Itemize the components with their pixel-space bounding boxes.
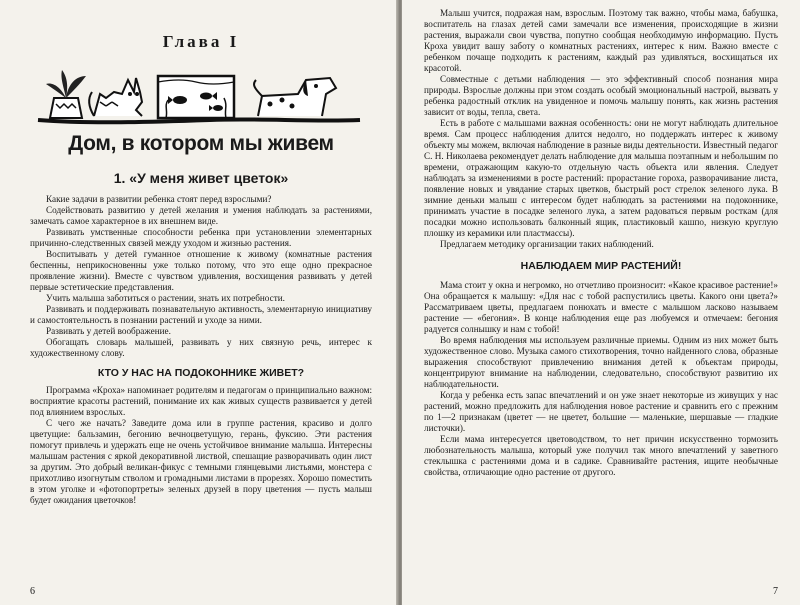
paragraph: Во время наблюдения мы используем различные приемы. Одним из них может быть художественное слово. Музыка самого стихотворения, точно найденного слова, образные выражения способствуют привлечению внимания детей к объектам природы, концентрируют внимание на наблюдении, следовательно, способствуют развитию их наблюдательности. [424, 335, 778, 389]
section-heading-3: НАБЛЮДАЕМ МИР РАСТЕНИЙ! [520, 260, 682, 272]
chapter-heading: Глава I [162, 32, 240, 51]
potted-plant-icon [46, 70, 86, 118]
paragraph: Мама стоит у окна и негромко, но отчетливо произносит: «Какое красивое растение!» Она обращается к малышу: «Для нас с тобой распустились цветы. Какого они цвета?» Рассматриваем цветы, предлагаем понюхать и вместе с малышом ласково называем растение — «бегония». В конце наблюдения еще раз любуемся и отмечаем: бегония радуется солнышку и нам с тобой! [424, 280, 778, 334]
paragraph: Малыш учится, подражая нам, взрослым. Поэтому так важно, чтобы мама, бабушка, воспитатель на глазах детей сами замечали все изменения, происходящие в жизни растения, выражали свои чувства, попутно сообщая необходимую информацию. Пусть Кроха увидит вашу заботу о комнатных растениях, интерес к ним. Важно вместе с ребенком почаще подходить к растениям, каждый раз удивляться, восхищаться их красотой. [424, 8, 778, 73]
dog-icon [254, 78, 336, 116]
text-block-3 [424, 8, 778, 250]
paragraph: Воспитывать у детей гуманное отношение к живому (комнатные растения беспенны, неприкосновенны уже только потому, что это еще одно прекрасное проявление жизни). Вместе с чувством удивления, восхищения развивать у детей первые эстетические представления. [30, 249, 372, 292]
section-heading-1: 1. «У меня живет цветок» [113, 170, 289, 186]
paragraph: Содействовать развитию у детей желания и умения наблюдать за растениями, замечать самое характерное в их внешнем виде. [30, 205, 372, 226]
illustration-drawing [30, 58, 372, 128]
paragraph: Развивать умственные способности ребенка при установлении элементарных причинно-следственных связей между уходом и жизнью растения. [30, 227, 372, 248]
page-number-right: 7 [773, 586, 778, 597]
text-block-4 [424, 280, 778, 478]
paragraph: Есть в работе с малышами важная особенность: они не могут наблюдать длительное время. Сам процесс наблюдения длится недолго, но поддержать интерес к живому объекту мы можем, включая наблюдение в разные виды деятельности. Известный педагог С. Н. Николаева рекомендует делать наблюдение для малыша поэтапным и небольшим по времени, отражающим какую-то отдельную часть объекта или явления. Следует наблюдать за изменениями в росте растений: прорастание гороха, разворачивание листа, появление новых и увядание старых цветков, быстрый рост стрелок зеленого лука. В зимние деньки малыш с интересом будет наблюдать за растениями на подоконнике, принимать участие в посадке зеленого лука, а затем радоваться первым росткам (для посадки можно использовать балконный ящик, пластиковый кашпо, низкую круглую плошку из керамики или пластмассы). [424, 118, 778, 238]
aquarium-icon [158, 76, 234, 118]
text-block-2 [30, 385, 372, 506]
section-heading-2: КТО У НАС НА ПОДОКОННИКЕ ЖИВЕТ? [97, 367, 305, 379]
paragraph: Развивать у детей воображение. [46, 326, 171, 336]
text-block-1 [30, 194, 372, 359]
paragraph: Какие задачи в развитии ребенка стоят перед взрослыми? [46, 194, 272, 204]
paragraph: Программа «Кроха» напоминает родителям и педагогам о принципиально важном: восприятие красоты растений, понимание их как живых существ развивается у детей под влиянием взрослых. [30, 385, 372, 417]
left-page [0, 0, 398, 605]
paragraph: С чего же начать? Заведите дома или в группе растения, красиво и долго цветущие: бальзамин, бегонию вечноцветущую, герань, фуксию. Эти растения помогут привлечь и удержать еще не очень устойчивое внимание малыша. Интересны малышам растения с яркой декоративной листвой, спешащие разворачивать один лист за другим. Это добрый великан-фикус с темными глянцевыми листьями, монстера с прихотливо изогнутым стволом и громадными листами в прорезях. Хорошо поместить в этом уголке и «фотопортреты» зеленых друзей в пору цветения — пусть малыш будет ожидания цветочков! [30, 418, 372, 505]
chapter-illustration [30, 58, 372, 128]
paragraph: Предлагаем методику организации таких наблюдений. [440, 239, 654, 249]
chapter-title: Дом, в котором мы живем [68, 132, 334, 155]
paragraph: Совместные с детьми наблюдения — это эффективный способ познания мира природы. Взрослые должны при этом создать особый эмоциональный настрой, вызвать у ребенка радостный отклик на увиденное и помочь малышу понять, как жизнь растения зависит от воды, тепла, света. [424, 74, 778, 117]
paragraph: Когда у ребенка есть запас впечатлений и он уже знает некоторые из живущих у нас растений, можно предложить для наблюдения новое растение и сравнить его с прежним по 1—2 признакам (цветет — не цветет, большие — маленькие, шершавые — гладкие листочки). [424, 390, 778, 433]
paragraph: Учить малыша заботиться о растении, знать их потребности. [46, 293, 285, 303]
paragraph: Если мама интересуется цветоводством, то нет причин искусственно тормозить любознательность малыша, который уже получил так много впечатлений у заветного стеклышка с растениями дома и в садике. Сравнивайте растения, ищите необычные свойства, отличающие одно растение от другого. [424, 434, 778, 477]
paragraph: Развивать и поддерживать познавательную активность, элементарную инициативу и самостоятельность в познании растений и уходе за ними. [30, 304, 372, 325]
paragraph: Обогащать словарь малышей, развивать у них связную речь, интерес к художественному слову. [30, 337, 372, 358]
cat-icon [89, 78, 142, 116]
right-page [402, 0, 800, 605]
page-number-left: 6 [30, 586, 35, 597]
